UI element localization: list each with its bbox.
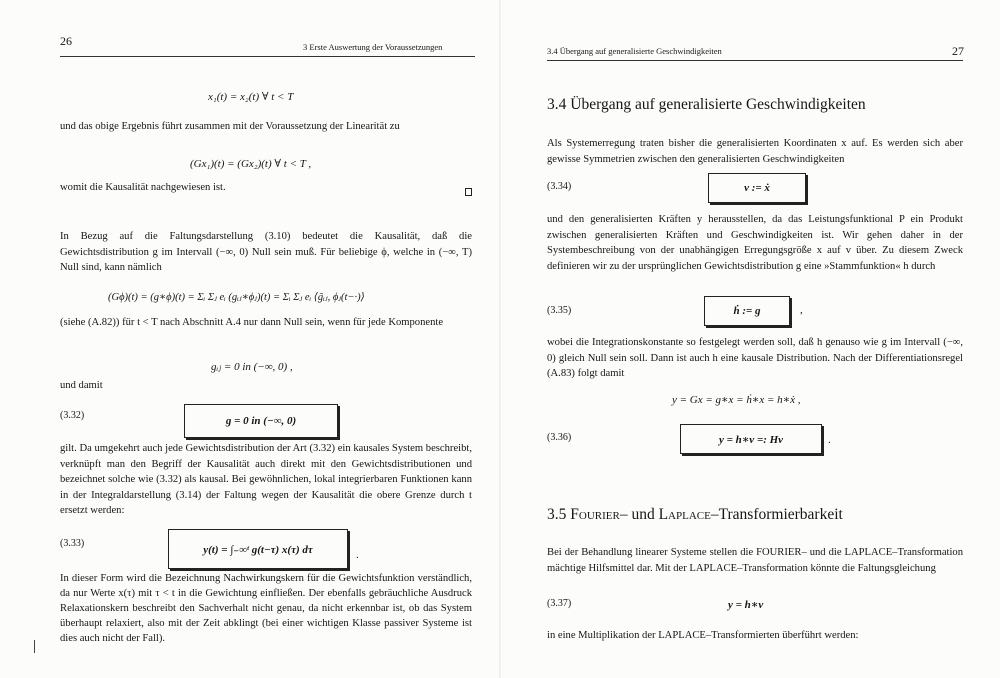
period: . (356, 549, 359, 561)
paragraph: in eine Multiplikation der LAPLACE–Transformierten überführt werden: (547, 630, 859, 641)
boxed-equation: y = h∗v =: Hv (680, 424, 822, 454)
section-number: 3.5 (547, 506, 567, 523)
equation: (Gx₁)(t) = (Gx₂)(t) ∀ t < T , (190, 158, 312, 170)
equation-number: (3.35) (547, 305, 572, 316)
boxed-equation: g = 0 in (−∞, 0) (184, 404, 338, 438)
equation: y = Gx = g∗x = ḣ∗x = h∗ẋ , (672, 394, 801, 406)
paragraph: und das obige Ergebnis führt zusammen mit der Voraussetzung der Linearität zu (60, 121, 400, 132)
boxed-equation: v := ẋ (708, 173, 806, 203)
running-header: 3 Erste Auswertung der Voraussetzungen (303, 42, 443, 52)
section-mid: – und (619, 506, 655, 523)
paragraph: Bei der Behandlung linearer Systeme stellen die FOURIER– und die LAPLACE–Transformation mächtige Hilfsmittel dar. Mit der LAPLACE–Transformation könnte die Faltungsgleichung (547, 547, 963, 574)
qed-symbol (465, 188, 472, 196)
running-header: 3.4 Übergang auf generalisierte Geschwindigkeiten (547, 46, 722, 56)
equation-number: (3.33) (60, 538, 85, 549)
equation: x₁(t) = x₂(t) ∀ t < T (208, 91, 294, 103)
paragraph: (siehe (A.82)) für t < T nach Abschnitt A.4 nur dann Null sein, wenn für jede Komponente (60, 317, 444, 328)
paragraph: und damit (60, 380, 103, 391)
equation-number: (3.34) (547, 181, 572, 192)
boxed-equation: y(t) = ∫₋∞ᵗ g(t−τ) x(τ) dτ (168, 529, 348, 569)
paragraph: Als Systemerregung traten bisher die generalisierten Koordinaten x auf. Es werden sich aber gewisse Symmetrien zwischen den generalisierten Geschwindigkeiten (547, 138, 963, 165)
header-rule (60, 56, 475, 57)
boxed-equation: ḣ := g (704, 296, 790, 326)
page-number: 27 (952, 44, 964, 58)
section-laplace: Laplace (658, 506, 711, 523)
paragraph: und den generalisierten Kräften y herausstellen, da das Leistungsfunktional P ein Produkt zwischen generalisierten Kräften und Geschwindigkeiten ist. Wir gehen daher in der Systembeschreibung von der unabhängigen Erregungsgröße x auf v über. Zu diesem Zweck definieren wir zu der ursprünglichen Gewichtsdistribution g eine »Stammfunktion« h durch (547, 214, 963, 272)
header-rule (547, 60, 963, 61)
period: . (828, 434, 831, 446)
comma: , (800, 304, 803, 316)
equation: gᵢⱼ = 0 in (−∞, 0) , (211, 361, 293, 373)
paragraph: In Bezug auf die Faltungsdarstellung (3.10) bedeutet die Kausalität, daß die Gewichtsdistribution g im Intervall (−∞, 0) Null sein muß. Für beliebige ϕ, welche in (−∞, T) Null sind, kann nämlich (60, 231, 472, 273)
section-fourier: Fourier (570, 506, 620, 523)
right-page (500, 0, 1000, 678)
page-number: 26 (60, 34, 72, 48)
section-heading: 3.4 Übergang auf generalisierte Geschwindigkeiten (547, 96, 866, 113)
equation-number: (3.32) (60, 410, 85, 421)
paragraph: wobei die Integrationskonstante so festgelegt werden soll, daß h genauso wie g im Intervall (−∞, 0) gleich Null sein soll. Dann ist auch h eine kausale Distribution. Nach der Differentiationsregel (A.83) folgt damit (547, 337, 963, 379)
equation: y = h∗v (728, 599, 764, 611)
margin-mark (34, 640, 35, 653)
equation-number: (3.37) (547, 598, 572, 609)
equation-number: (3.36) (547, 432, 572, 443)
paragraph: In dieser Form wird die Bezeichnung Nachwirkungskern für die Gewichtsfunktion verständlich, da nur Werte x(τ) mit τ < t in die Gewichtung einfließen. Der ebenfalls gebräuchliche Ausdruck Relaxationskern beschreibt den Sachverhalt nicht genau, da nicht erkennbar ist, ob das System überhaupt relaxiert, also mit der Zeit abklingt (bei einer wichtigen Klasse passiver Systeme ist dies auch nicht der Fall). (60, 573, 472, 644)
paragraph: gilt. Da umgekehrt auch jede Gewichtsdistribution der Art (3.32) ein kausales System beschreibt, verknüpft man den Begriff der Kausalität auch direkt mit den Gewichtsdistributionen und bezeichnet solche wie (3.32) als kausal. Bei gewöhnlichen, lokal integrierbaren Funktionen kann in der Integraldarstellung (3.14) der Faltung wegen der Kausalität die obere Grenze durch t ersetzt werden: (60, 443, 472, 516)
section-end: –Transformierbarkeit (710, 506, 843, 523)
equation: (Gϕ)(t) = (g∗ϕ)(t) = Σᵢ Σⱼ eᵢ (gᵢⱼ∗ϕⱼ)(t) = Σᵢ Σⱼ eᵢ ⟨g̃ᵢⱼ, ϕⱼ(t−·)⟩ (108, 292, 365, 303)
section-heading (547, 506, 843, 524)
paragraph: womit die Kausalität nachgewiesen ist. (60, 182, 226, 193)
